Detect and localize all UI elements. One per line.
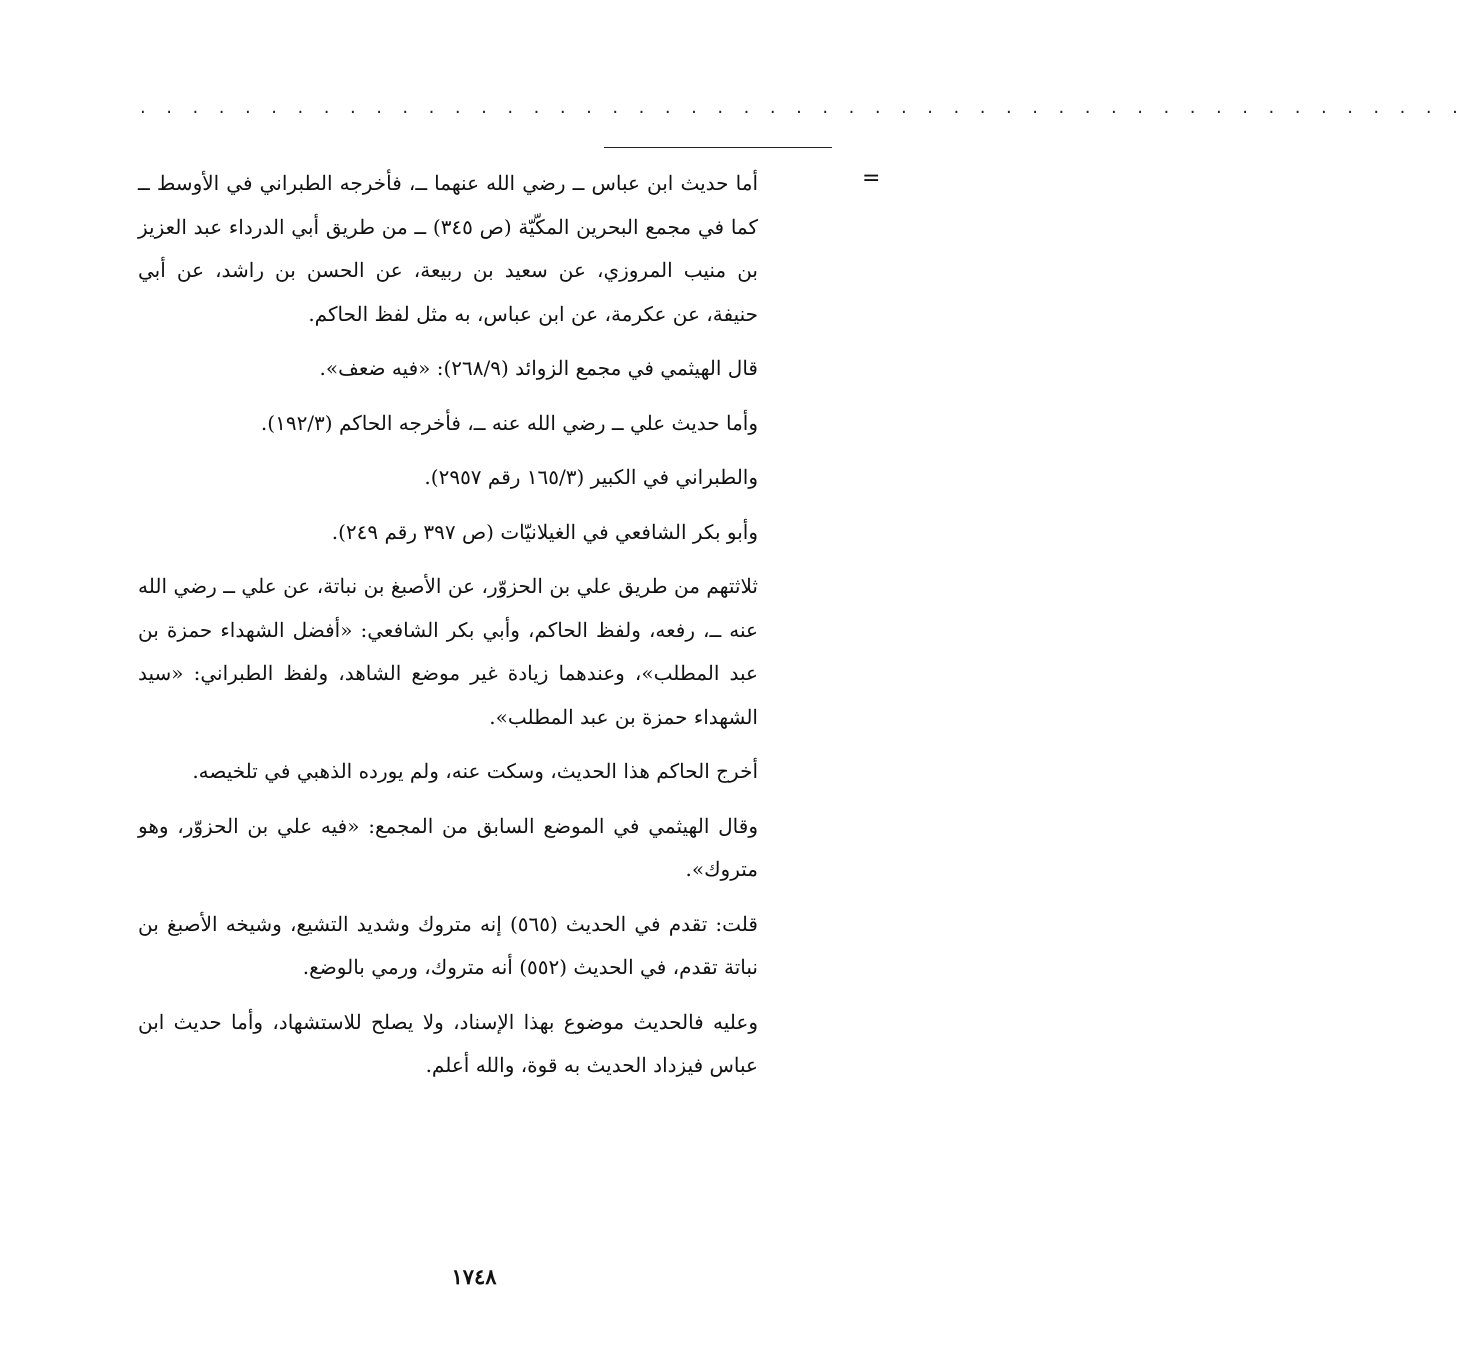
paragraph-haythami-matruk: وقال الهيثمي في الموضع السابق من المجمع: «فيه علي بن الحزوّر، وهو متروك». (138, 813, 758, 881)
paragraph-conclusion: وعليه فالحديث موضوع بهذا الإسناد، ولا يصلح للاستشهاد، وأما حديث ابن عباس فيزداد الحديث به قوة، والله أعلم. (138, 1009, 758, 1077)
paragraph-hakim-silent: أخرج الحاكم هذا الحديث، وسكت عنه، ولم يورده الذهبي في تلخيصه. (192, 759, 758, 783)
paragraph-ali-hadith: وأما حديث علي ــ رضي الله عنه ــ، فأخرجه الحاكم (١٩٢/٣). (260, 410, 758, 435)
paragraph-chain-wording: ثلاثتهم من طريق علي بن الحزوّر، عن الأصبغ بن نباتة، عن علي ــ رضي الله عنه ــ، رفعه، ولفظ الحاكم، وأبي بكر الشافعي: «أفضل الشهداء حمزة بن عبد المطلب»، وعندهما زيادة غير موضع الشاهد، ولفظ الطبراني: «سيد الشهداء حمزة بن عبد المطلب». (138, 574, 758, 729)
footnote-continuation-marker: = (862, 166, 881, 191)
footnote-rule (604, 147, 832, 148)
paragraph-tabarani-kabir: والطبراني في الكبير (١٦٥/٣ رقم ٢٩٥٧). (424, 465, 758, 489)
page-number: ١٧٤٨ (451, 1264, 497, 1289)
dotted-separator: . . . . . . . . . . . . . . . . . . . . . . . . . . . . . . . . . . . . . . . . . . . . . . . . . . . (140, 97, 1465, 118)
paragraph-author-note: قلت: تقدم في الحديث (٥٦٥) إنه متروك وشديد التشيع، وشيخه الأصبغ بن نباتة تقدم، في الحديث (٥٥٢) أنه متروك، ورمي بالوضع. (138, 911, 758, 979)
footnote-text (138, 162, 758, 1099)
paragraph-shafii-ghaylaniyyat: وأبو بكر الشافعي في الغيلانيّات (ص ٣٩٧ رقم ٢٤٩). (331, 519, 758, 544)
paragraph-haythami-weak: قال الهيثمي في مجمع الزوائد (٢٦٨/٩): «فيه ضعف». (319, 356, 758, 380)
paragraph-ibn-abbas-hadith: أما حديث ابن عباس ــ رضي الله عنهما ــ، فأخرجه الطبراني في الأوسط ــ كما في مجمع البحرين المكّيّة (ص ٣٤٥) ــ من طريق أبي الدرداء عبد العزيز بن منيب المروزي، عن سعيد بن ربيعة، عن الحسن بن راشد، عن أبي حنيفة، عن عكرمة، عن ابن عباس، به مثل لفظ الحاكم. (138, 171, 758, 326)
